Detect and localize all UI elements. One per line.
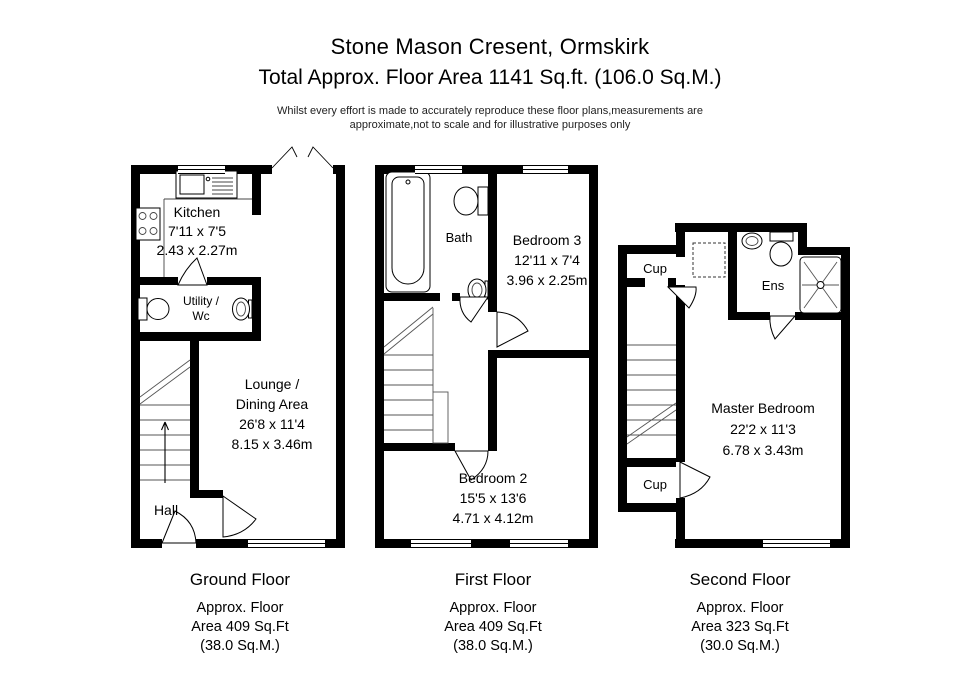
room-label-master-bedroom bbox=[711, 398, 814, 461]
area-line: (38.0 Sq.M.) bbox=[453, 638, 533, 654]
room-name: Dining Area bbox=[235, 396, 309, 412]
room-label-bedroom2 bbox=[453, 468, 534, 528]
wash-basin-icon bbox=[233, 298, 253, 320]
floor-caption-first: First Floor bbox=[454, 570, 532, 589]
up-arrow-icon bbox=[162, 422, 169, 483]
door-swing bbox=[770, 316, 795, 339]
room-name: Ens bbox=[761, 278, 785, 293]
bathtub-icon bbox=[386, 172, 430, 292]
room-label-bedroom3 bbox=[507, 230, 588, 290]
room-label-hall bbox=[154, 500, 178, 520]
room-dims-ft: 26'8 x 11'4 bbox=[239, 416, 305, 432]
toilet-icon bbox=[770, 232, 793, 266]
door-swing bbox=[460, 297, 488, 322]
ground-floor-plan bbox=[125, 138, 355, 558]
floor-caption-ground: Ground Floor bbox=[189, 570, 291, 589]
room-label-lounge-dining bbox=[232, 374, 313, 454]
room-dims-ft: 22'2 x 11'3 bbox=[730, 421, 796, 437]
wash-basin-icon bbox=[742, 233, 762, 249]
room-name: Utility / bbox=[183, 294, 219, 308]
floor-area-first bbox=[444, 599, 542, 656]
door-swing bbox=[680, 462, 710, 498]
toilet-icon bbox=[138, 298, 169, 320]
toilet-icon bbox=[454, 187, 488, 215]
room-label-utility-wc bbox=[183, 294, 219, 324]
area-line: Approx. Floor bbox=[449, 600, 537, 616]
room-name: Bedroom 2 bbox=[458, 470, 528, 486]
room-label-kitchen bbox=[157, 203, 238, 260]
shower-icon bbox=[800, 257, 841, 313]
door-swing bbox=[497, 312, 528, 347]
room-dims-m: 6.78 x 3.43m bbox=[722, 442, 804, 458]
dashed-hatch-icon bbox=[693, 243, 725, 277]
room-name: Kitchen bbox=[173, 204, 221, 220]
door-swing bbox=[223, 496, 256, 537]
disclaimer-line: approximate,not to scale and for illustrative purposes only bbox=[349, 119, 631, 131]
room-dims-ft: 12'11 x 7'4 bbox=[514, 252, 580, 268]
area-line: (38.0 Sq.M.) bbox=[200, 638, 280, 654]
room-dims-ft: 15'5 x 13'6 bbox=[459, 490, 527, 506]
room-name: Wc bbox=[192, 309, 210, 323]
room-name: Cup bbox=[643, 477, 667, 492]
disclaimer bbox=[277, 104, 703, 132]
area-line: Area 409 Sq.Ft bbox=[191, 619, 289, 635]
area-line: Approx. Floor bbox=[696, 600, 784, 616]
floor-area-second bbox=[691, 599, 789, 656]
area-line: (30.0 Sq.M.) bbox=[700, 638, 780, 654]
floor-caption-second: Second Floor bbox=[689, 570, 791, 589]
floor-area-ground bbox=[191, 599, 289, 656]
room-name: Lounge / bbox=[244, 376, 300, 392]
page-subtitle: Total Approx. Floor Area 1141 Sq.ft. (106.0 Sq.M.) bbox=[258, 66, 722, 89]
double-door-icon bbox=[272, 147, 333, 168]
area-line: Approx. Floor bbox=[196, 600, 284, 616]
page-title: Stone Mason Cresent, Ormskirk bbox=[330, 34, 650, 59]
room-label-cup-bottom bbox=[643, 477, 667, 493]
room-label-bath bbox=[446, 230, 473, 246]
room-name: Cup bbox=[643, 261, 667, 276]
room-name: Hall bbox=[153, 502, 179, 518]
room-dims-m: 2.43 x 2.27m bbox=[156, 242, 238, 258]
room-dims-m: 4.71 x 4.12m bbox=[452, 510, 534, 526]
windows bbox=[763, 539, 830, 548]
area-line: Area 323 Sq.Ft bbox=[691, 619, 789, 635]
room-dims-ft: 7'11 x 7'5 bbox=[167, 223, 227, 239]
room-name: Bedroom 3 bbox=[512, 232, 582, 248]
area-line: Area 409 Sq.Ft bbox=[444, 619, 542, 635]
room-name: Bath bbox=[445, 230, 473, 245]
stairs bbox=[627, 345, 676, 444]
disclaimer-line: Whilst every effort is made to accurately reproduce these floor plans,measurements are bbox=[277, 105, 703, 117]
stairs bbox=[384, 307, 448, 443]
room-dims-m: 8.15 x 3.46m bbox=[231, 436, 313, 452]
room-label-cup-top bbox=[643, 261, 667, 277]
kitchen-sink-drainer-icon bbox=[176, 171, 237, 198]
door-swing bbox=[178, 258, 207, 285]
stairs bbox=[140, 360, 190, 483]
room-dims-m: 3.96 x 2.25m bbox=[506, 272, 588, 288]
room-label-ens bbox=[762, 278, 784, 294]
room-name: Master Bedroom bbox=[711, 400, 815, 416]
